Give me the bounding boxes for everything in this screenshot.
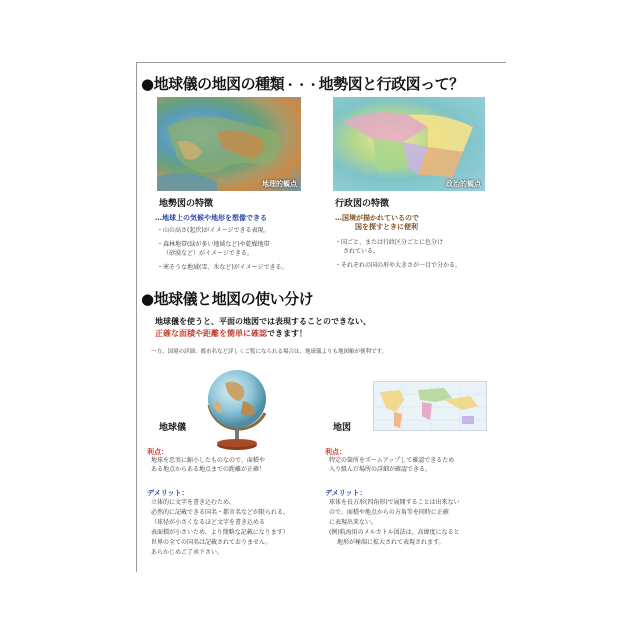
globe-merit-line-2: ある地点からある地点までの距離が正確！ [151,466,266,473]
globe-demerit-line-1: 立体的に文字を書き込むため、 [151,499,235,506]
political-map-heading: 行政図の特徴 [335,199,390,209]
political-bullet-3: ・それぞれの国の形や大きさが一目で分かる。 [335,262,462,269]
globe-demerit-line-3: （球径が小さくなるほど文字を書き込める [151,519,266,526]
physical-map-label: 地理的観点 [262,180,297,188]
globe-image [195,361,279,453]
physical-map-art [157,97,301,191]
map-demerit-line-5: 地形が極端に拡大されて表現されます。 [337,539,445,546]
map-merit-title: 利点： [325,448,346,456]
section2-intro-highlight: 正確な面積や距離を簡単に確認 [155,329,267,338]
globe-merit-title: 利点： [147,448,168,456]
map-demerit-line-1: 球体を長方形(四角形)で展開することは出来ない [329,499,460,506]
section1-title [141,73,464,94]
section1-title-sub: 地勢図と行政図って？ [318,75,464,93]
section2-title: ●地球儀と地図の使い分け [141,290,314,308]
political-map-tagline-2: 国を探すときに便利 [355,223,418,231]
political-bullet-1: ・国ごと、または行政区分ごとに色分け [335,239,444,246]
globe-demerit-line-5: 世界の全ての国名は記載されておりません。 [151,539,272,546]
globe-label: 地球儀 [159,423,187,433]
globe-demerit-line-6: あらかじめご了承下さい。 [151,549,224,556]
political-bullet-2: されている。 [343,248,380,255]
globe-merit-line-1: 地球を忠実に縮小したものなので、面積や [151,457,265,464]
map-demerit-line-3: に表現出来ない。 [329,519,378,526]
section1-title-main: ●地球儀の地図の種類 [141,75,285,93]
map-merit-line-2: 入り組んだ場所の詳細が確認できる。 [329,466,432,473]
section1-title-dots: ・・・ [284,78,319,92]
physical-map-image [157,97,301,191]
section2-note: 一方、国境の詳細、都市名など詳しくご覧になられる場合は、地球儀よりも地図帳が便利です。 [151,349,388,355]
section2-intro-rest: できます！ [267,329,307,338]
physical-bullet-4: ・寒そうな地域(雪、氷など)がイメージできる。 [157,264,288,271]
globe-demerit-line-2: 必然的に記載できる国名・都市名などが限られる。 [151,509,290,516]
map-label: 地図 [333,423,352,433]
physical-bullet-3: （砂漠など）がイメージできる。 [163,250,253,257]
flat-map-art [374,382,487,431]
map-demerit-line-2: ので、面積や地点からの方角等を同時に正確 [329,509,449,516]
map-merit-line-1: 特定の箇所をズームアップして確認できるため [329,457,455,464]
political-map-image [333,97,485,191]
political-map-art [333,97,485,191]
globe-art [195,361,279,453]
map-demerit-title: デメリット： [325,489,367,497]
physical-map-heading: 地勢図の特徴 [159,199,214,209]
flat-map-image [373,381,487,431]
globe-demerit-title: デメリット： [147,489,189,497]
globe-demerit-line-4: 表面積が小さいため、より簡略な記載になります） [151,529,289,536]
physical-map-tagline: …地球上の気候や地形を想像できる [155,214,267,222]
section2-intro-line-2 [155,328,307,339]
content-page [136,62,506,572]
political-map-label: 政治的観点 [446,180,481,188]
section2-intro-line-1: 地球儀を使うと、平面の地図では表現することのできない、 [155,317,371,326]
political-map-tagline-1: …国境が描かれているので [335,214,419,222]
map-demerit-line-4: (例)航海用のメルカトル図法は、高緯度になると [329,529,460,536]
physical-bullet-1: ・山の高さ(起伏)がイメージできる表現。 [157,227,270,234]
physical-bullet-2: ・森林地帯(緑が多い地域など)や乾燥地帯 [157,241,270,248]
